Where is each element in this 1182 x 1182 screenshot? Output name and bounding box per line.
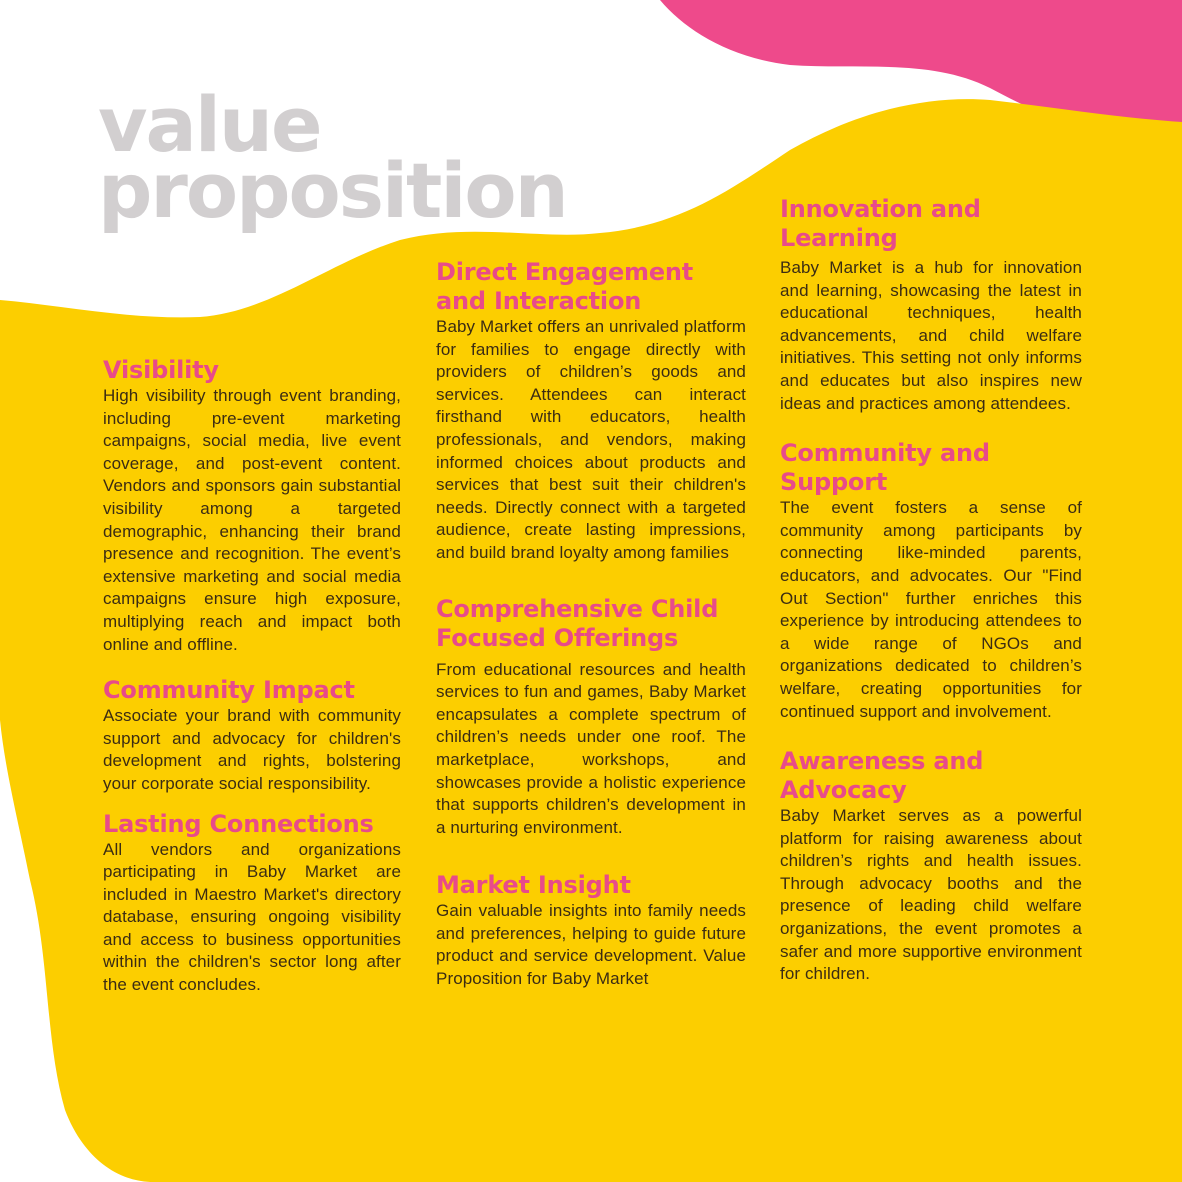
- section-body: High visibility through event branding, including pre-event marketing campaigns, social media, live event coverage, and post-event content. Vendors and sponsors gain substantial visibility among a targeted demographic, enhancing their brand presence and recognition. The event’s extensive marketing and social media campaigns ensure high exposure, multiplying reach and impact both online and offline.: [103, 386, 401, 654]
- title-line-2: proposition: [98, 146, 567, 235]
- section-heading: Community and Support: [780, 439, 990, 497]
- section-body: From educational resources and health services to fun and games, Baby Market encapsulates a complete spectrum of children’s needs under one roof. The marketplace, workshops, and showcases provide a holistic experience that supports children’s development in a nurturing environment.: [436, 659, 746, 837]
- section-heading: Community Impact: [103, 676, 355, 705]
- section-body: Baby Market is a hub for innovation and learning, showcasing the latest in educational techniques, health advancements, and child welfare initiatives. This setting not only informs and educates but also inspires new ideas and practices among attendees.: [780, 258, 1082, 413]
- section-lasting-connections: [103, 810, 401, 997]
- section-heading: Innovation and Learning: [780, 195, 981, 252]
- section-heading: Direct Engagement and Interaction: [436, 258, 694, 315]
- column-left: [103, 356, 401, 997]
- section-body: Associate your brand with community support and advocacy for children's development and rights, bolstering your corporate social responsibility.: [103, 706, 401, 793]
- section-heading: Lasting Connections: [103, 809, 374, 838]
- section-body: Baby Market serves as a powerful platform for raising awareness about children’s rights and health issues. Through advocacy booths and the presence of leading child welfare organizations, the event promotes a safer and more supportive environment for children.: [780, 806, 1082, 984]
- section-body: Baby Market offers an unrivaled platform for families to engage directly with providers of children’s goods and services. Attendees can interact firsthand with educators, health professionals, and vendors, making informed choices about products and services that best suit their children's needs. Directly connect with a targeted audience, create lasting impressions, and build brand loyalty among families: [436, 317, 746, 562]
- section-heading: Comprehensive Child Focused Offerings: [436, 594, 719, 652]
- column-middle: [436, 258, 746, 991]
- section-heading: Awareness and Advocacy: [780, 747, 984, 805]
- section-body: All vendors and organizations participating in Baby Market are included in Maestro Market's directory database, ensuring ongoing visibility and access to business opportunities within the children's sector long after the event concludes.: [103, 839, 401, 995]
- section-heading: Market Insight: [436, 871, 631, 900]
- section-innovation: [780, 195, 1082, 415]
- section-heading: Visibility: [103, 356, 219, 384]
- section-body: Gain valuable insights into family needs and preferences, helping to guide future product and service development. Value Proposition for Baby Market: [436, 901, 746, 989]
- section-community-support: [780, 439, 1082, 723]
- page-title: [98, 80, 567, 235]
- section-body: The event fosters a sense of community among participants by connecting like-minded parents, educators, and advocates. Our "Find Out Section" further enriches this experience by introducing attendees to a wide range of NGOs and organizations dedicated to children’s welfare, creating opportunities for continued support and involvement.: [780, 498, 1082, 721]
- title-line-1: value: [98, 80, 321, 169]
- section-market-insight: [436, 871, 746, 990]
- section-awareness: [780, 747, 1082, 986]
- column-right: [780, 195, 1082, 986]
- section-direct-engagement: [436, 258, 746, 565]
- section-visibility: [103, 356, 401, 656]
- section-comprehensive-offerings: [436, 595, 746, 840]
- section-community-impact: [103, 676, 401, 795]
